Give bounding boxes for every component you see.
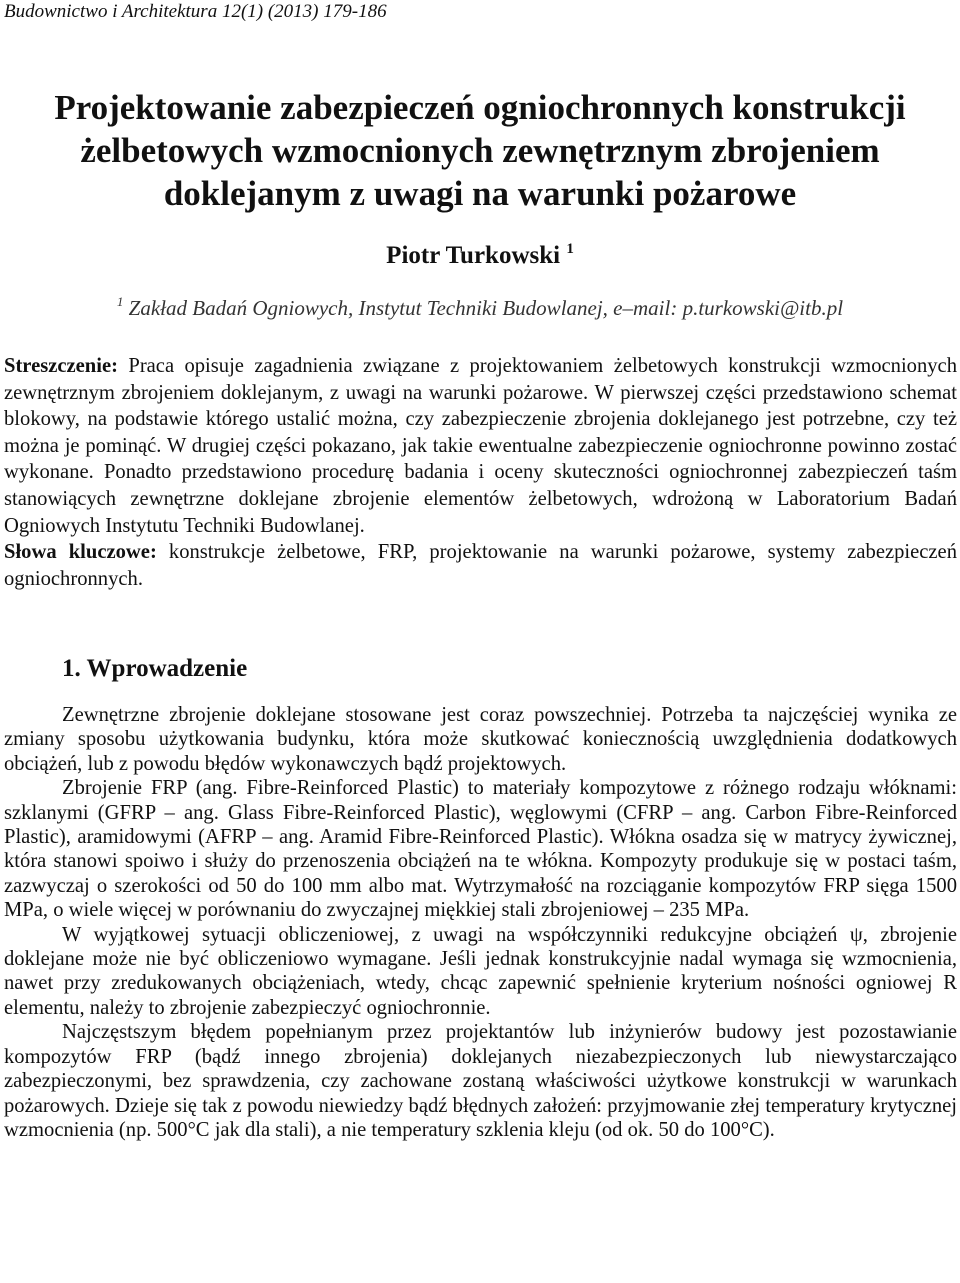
- abstract-text: Praca opisuje zagadnienia związane z projektowaniem żelbetowych konstrukcji wzmocnionych zewnętrznym zbrojeniem doklejanym, z uwagi na warunki pożarowe. W pierwszej części przedstawiono schemat blokowy, na podstawie którego ustalić można, czy zabezpieczenie zbrojenia doklejanego jest potrzebne, czy też można je pominąć. W drugiej części pokazano, jak takie ewentualne zabezpieczenie ogniochronne powinno zostać wykonane. Ponadto przedstawiono procedurę badania i oceny skuteczności ogniochronnej zabezpieczeń taśm stanowiących zewnętrzne doklejane zbrojenie elementów żelbetowych, wdrożoną w Laboratorium Badań Ogniowych Instytutu Techniki Budowlanej.: [4, 355, 957, 537]
- affiliation-text: Zakład Badań Ogniowych, Instytut Techniki Budowlanej, e–mail: p.turkowski@itb.pl: [128, 296, 844, 320]
- body-paragraph: Zewnętrzne zbrojenie doklejane stosowane jest coraz powszechniej. Potrzeba ta najczęściej wynika ze zmiany sposobu użytkowania budynku, która może skutkować koniecznością uwzględnienia dodatkowych obciążeń, lub z powodu błędów wykonawczych bądź projektowych.: [4, 704, 957, 775]
- abstract-block: [4, 353, 957, 592]
- abstract-label: Streszczenie:: [4, 355, 118, 377]
- paper-title: [0, 86, 960, 215]
- title-line: Projektowanie zabezpieczeń ogniochronnych konstrukcji: [54, 88, 906, 127]
- section-body: [4, 703, 957, 1142]
- affiliation-line: [0, 289, 960, 321]
- section-heading: 1. Wprowadzenie: [62, 655, 248, 682]
- journal-header: Budownictwo i Architektura 12(1) (2013) 179-186: [4, 1, 387, 22]
- abstract-paragraph: [4, 353, 957, 539]
- keywords-paragraph: [4, 539, 957, 592]
- body-paragraph: Zbrojenie FRP (ang. Fibre-Reinforced Plastic) to materiały kompozytowe z różnego rodzaju włóknami: szklanymi (GFRP – ang. Glass Fibre-Reinforced Plastic), węglowymi (CFRP – ang. Carbon Fibre-Reinforced Plastic), aramidowymi (AFRP – ang. Aramid Fibre-Reinforced Plastic). Włókna osadza się w matrycy żywicznej, która stanowi spoiwo i służy do przenoszenia obciążeń na te włókna. Kompozyty produkuje się w postaci taśm, zazwyczaj o szerokości od 50 do 100 mm albo mat. Wytrzymałość na rozciąganie kompozytów FRP sięga 1500 MPa, o wiele więcej w porównaniu do zwyczajnej miękkiej stali zbrojeniowej – 235 MPa.: [4, 777, 957, 922]
- author-line: [0, 234, 960, 271]
- keywords-label: Słowa kluczowe:: [4, 541, 157, 564]
- body-paragraph: W wyjątkowej sytuacji obliczeniowej, z uwagi na współczynniki redukcyjne obciążeń ψ, zbrojenie doklejane może nie być obliczeniowo wymagane. Jeśli jednak konstrukcyjnie nadal wymaga się wzmocnienia, nawet przy zredukowanych obciążeniach, wtedy, chcąc zapewnić spełnienie kryterium nośności ogniowej R elementu, należy to zbrojenie zabezpieczyć ogniochronnie.: [4, 923, 957, 1019]
- author-name: Piotr Turkowski: [386, 242, 561, 269]
- author-footnote-mark: 1: [566, 241, 574, 257]
- body-paragraph: Najczęstszym błędem popełnianym przez projektantów lub inżynierów budowy jest pozostawianie kompozytów FRP (bądź innego zbrojenia) doklejanych niezabezpieczonych lub niewystarczająco zabezpieczonymi, bez sprawdzenia, czy zachowane zostaną właściwości użytkowe konstrukcji w warunkach pożarowych. Dzieje się tak z powodu niewiedzy bądź błędnych założeń: przyjmowanie złej temperatury krytycznej wzmocnienia (np. 500°C jak dla stali), a nie temperatury szklenia kleju (od ok. 50 do 100°C).: [4, 1021, 957, 1141]
- affiliation-footnote-mark: 1: [116, 294, 124, 309]
- title-line: doklejanym z uwagi na warunki pożarowe: [163, 174, 797, 213]
- title-line: żelbetowych wzmocnionych zewnętrznym zbrojeniem: [80, 131, 880, 170]
- keywords-text: konstrukcje żelbetowe, FRP, projektowanie na warunki pożarowe, systemy zabezpieczeń ogniochronnych.: [4, 541, 957, 590]
